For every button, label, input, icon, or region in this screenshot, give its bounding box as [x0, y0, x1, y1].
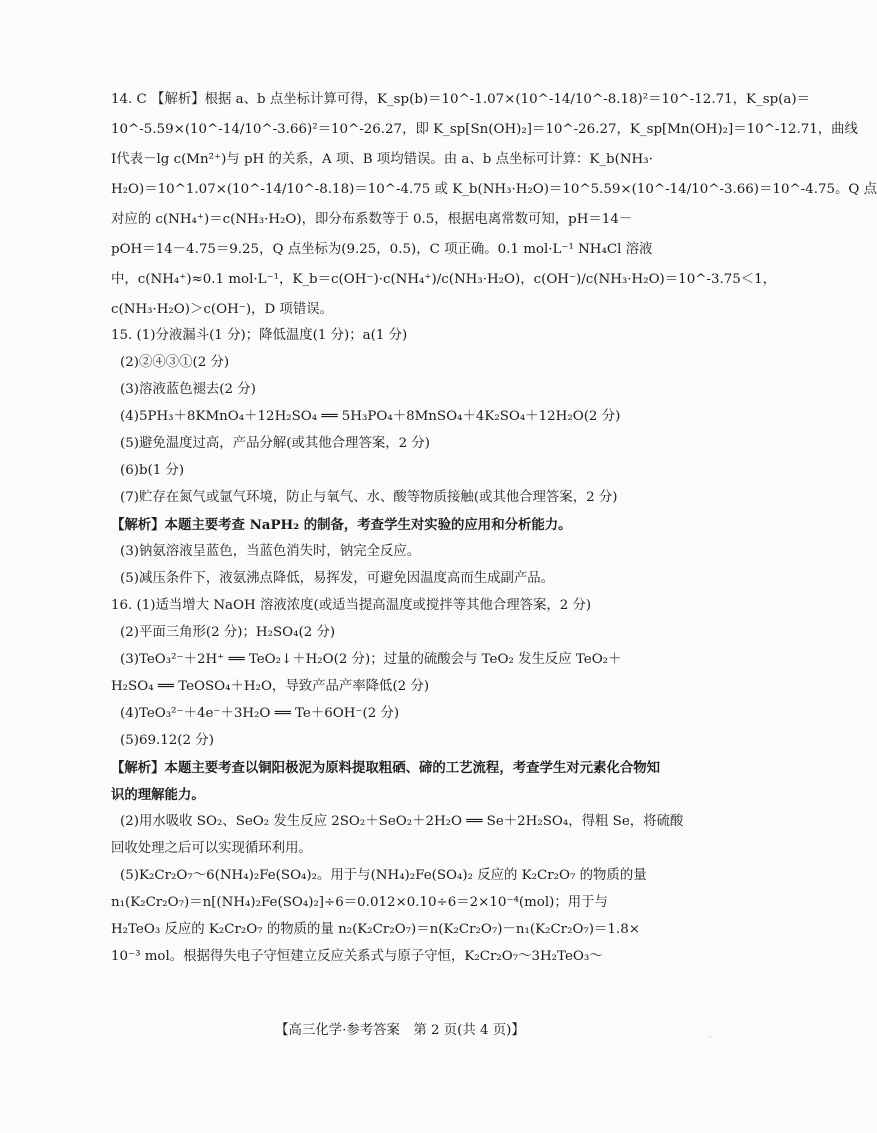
q16-analysis-2-cont-3: 10⁻³ mol。根据得失电子守恒建立反应关系式与原子守恒，K₂Cr₂O₇～3H₂TeO₃～ — [111, 949, 603, 964]
q15-answer-3: (3)溶液蓝色褪去(2 分) — [120, 382, 256, 397]
q14-line-1: 14. C 【解析】根据 a、b 点坐标计算可得，K_sp(b)＝10^-1.07×(10^-14/10^-8.18)²＝10^-12.71，K_sp(a)＝ — [111, 92, 810, 107]
q16-analysis-2-cont-1: n₁(K₂Cr₂O₇)＝n[(NH₄)₂Fe(SO₄)₂]÷6＝0.012×0.10÷6＝2×10⁻⁴(mol)；用于与 — [111, 895, 608, 910]
q16-block — [111, 598, 711, 965]
q14-line-3: Ⅰ代表－lg c(Mn²⁺)与 pH 的关系，A 项、B 项均错误。由 a、b 点坐标可计算：K_b(NH₃· — [111, 152, 653, 167]
q16-answer-1: 16. (1)适当增大 NaOH 溶液浓度(或适当提高温度或搅拌等其他合理答案，2 分) — [111, 598, 592, 613]
q16-analysis-1-cont: 回收处理之后可以实现循环利用。 — [111, 841, 312, 856]
q16-answer-3-cont: H₂SO₄ ══ TeOSO₄＋H₂O，导致产品产率降低(2 分) — [111, 679, 430, 694]
q15-analysis-title: 【解析】本题主要考查 NaPH₂ 的制备，考查学生对实验的应用和分析能力。 — [111, 517, 572, 533]
q16-answer-5: (5)69.12(2 分) — [120, 733, 214, 748]
q15-analysis-2: (5)减压条件下，液氨沸点降低，易挥发，可避免因温度高而生成副产品。 — [120, 571, 555, 586]
q14-block — [111, 92, 877, 318]
q15-answer-7: (7)贮存在氮气或氩气环境，防止与氧气、水、酸等物质接触(或其他合理答案，2 分) — [120, 490, 618, 505]
q15-answer-5: (5)避免温度过高，产品分解(或其他合理答案，2 分) — [120, 436, 431, 451]
q15-analysis-1: (3)钠氨溶液呈蓝色，当蓝色消失时，钠完全反应。 — [120, 544, 421, 559]
q14-line-4: H₂O)＝10^1.07×(10^-14/10^-8.18)＝10^-4.75 或 K_b(NH₃·H₂O)＝10^5.59×(10^-14/10^-3.66)＝10^-4.75。Q 点 — [111, 182, 877, 197]
page-footer: 【高三化学·参考答案 第 2 页(共 4 页)】 — [275, 1023, 525, 1038]
q14-line-8: c(NH₃·H₂O)＞c(OH⁻)，D 项错误。 — [111, 302, 333, 317]
q16-answer-4: (4)TeO₃²⁻＋4e⁻＋3H₂O ══ Te＋6OH⁻(2 分) — [120, 706, 400, 721]
q15-answer-2: (2)②④③①(2 分) — [120, 355, 230, 370]
q16-analysis-2-cont-2: H₂TeO₃ 反应的 K₂Cr₂O₇ 的物质的量 n₂(K₂Cr₂O₇)＝n(K₂Cr₂O₇)－n₁(K₂Cr₂O₇)＝1.8× — [111, 922, 640, 937]
q16-analysis-1: (2)用水吸收 SO₂、SeO₂ 发生反应 2SO₂＋SeO₂＋2H₂O ══ Se＋2H₂SO₄，得粗 Se，将硫酸 — [120, 814, 684, 829]
q14-line-2: 10^-5.59×(10^-14/10^-3.66)²＝10^-26.27，即 K_sp[Sn(OH)₂]＝10^-26.27，K_sp[Mn(OH)₂]＝10^-12.71，曲线 — [111, 122, 858, 137]
q16-analysis-2: (5)K₂Cr₂O₇～6(NH₄)₂Fe(SO₄)₂。用于与(NH₄)₂Fe(SO₄)₂ 反应的 K₂Cr₂O₇ 的物质的量 — [120, 868, 647, 883]
q14-line-5: 对应的 c(NH₄⁺)＝c(NH₃·H₂O)，即分布系数等于 0.5，根据电离常数可知，pH＝14－ — [111, 212, 633, 227]
q16-analysis-title-2: 识的理解能力。 — [111, 787, 205, 803]
q15-block — [111, 328, 711, 587]
q16-answer-2: (2)平面三角形(2 分)；H₂SO₄(2 分) — [120, 625, 336, 640]
edge-mark: ·· — [708, 1033, 714, 1042]
q15-answer-1: 15. (1)分液漏斗(1 分)；降低温度(1 分)；a(1 分) — [111, 328, 408, 343]
q14-line-7: 中，c(NH₄⁺)≈0.1 mol·L⁻¹，K_b＝c(OH⁻)·c(NH₄⁺)/c(NH₃·H₂O)，c(OH⁻)/c(NH₃·H₂O)＝10^-3.75＜1， — [111, 272, 777, 287]
page-content — [111, 92, 877, 965]
q16-analysis-title-1: 【解析】本题主要考查以铜阳极泥为原料提取粗硒、碲的工艺流程，考查学生对元素化合物知 — [111, 760, 661, 776]
q14-line-6: pOH＝14－4.75＝9.25，Q 点坐标为(9.25，0.5)，C 项正确。0.1 mol·L⁻¹ NH₄Cl 溶液 — [111, 242, 653, 257]
q15-answer-4: (4)5PH₃＋8KMnO₄＋12H₂SO₄ ══ 5H₃PO₄＋8MnSO₄＋4K₂SO₄＋12H₂O(2 分) — [120, 409, 621, 424]
q15-answer-6: (6)b(1 分) — [120, 463, 185, 478]
q16-answer-3: (3)TeO₃²⁻＋2H⁺ ══ TeO₂↓＋H₂O(2 分)；过量的硫酸会与 TeO₂ 发生反应 TeO₂＋ — [120, 652, 622, 667]
